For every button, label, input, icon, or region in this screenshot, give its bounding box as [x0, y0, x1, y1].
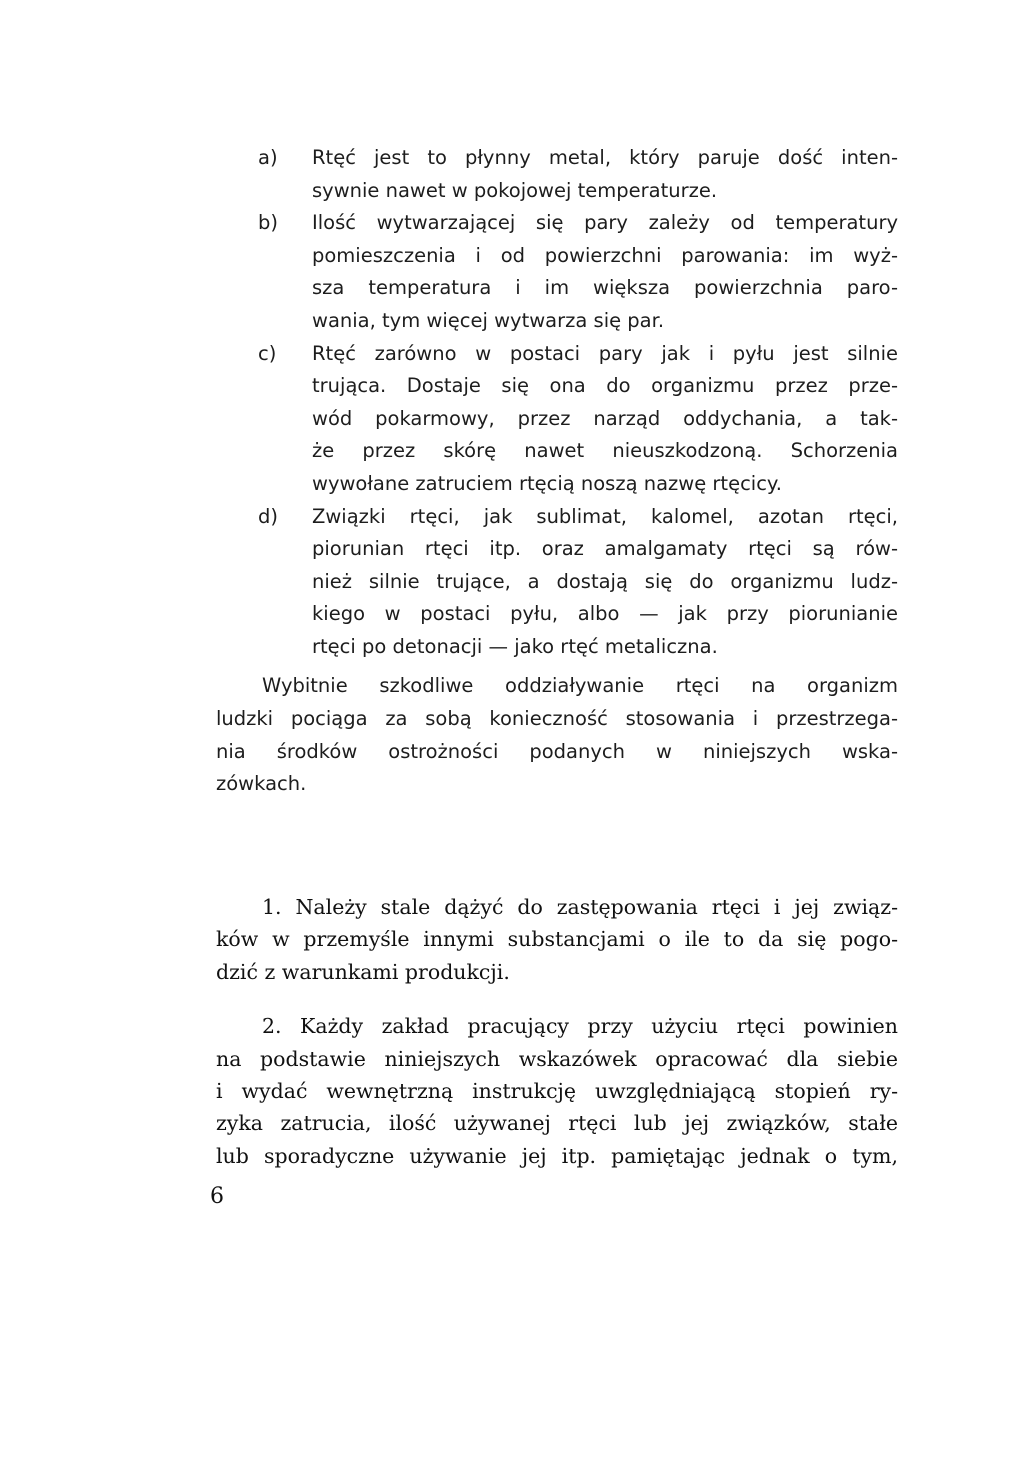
numbered-paragraph-1: [216, 891, 898, 988]
text-line: 1. Należy stale dążyć do zastępowania rtęci i jej związ-: [262, 895, 898, 919]
text-line: pomieszczenia i od powierzchni parowania: im wyż-: [312, 243, 898, 267]
hazard-list: [258, 142, 898, 664]
list-item-label: b): [258, 211, 278, 235]
list-item-c: [258, 338, 898, 501]
text-line: Związki rtęci, jak sublimat, kalomel, azotan rtęci,: [312, 504, 898, 528]
text-line: 2. Każdy zakład pracujący przy użyciu rtęci powinien: [262, 1014, 898, 1039]
text-line: zyka zatrucia, ilość używanej rtęci lub jej związków, stałe: [216, 1111, 898, 1136]
list-item-a: [258, 142, 898, 207]
text-line: lub sporadyczne używanie jej itp. pamiętając jednak o tym,: [216, 1143, 898, 1168]
text-line: Rtęć jest to płynny metal, który paruje dość inten-: [312, 146, 898, 169]
text-line: na podstawie niniejszych wskazówek opracować dla siebie: [216, 1046, 898, 1071]
text-line: nież silnie trujące, a dostają się do organizmu ludz-: [312, 569, 898, 593]
list-item-b: [258, 207, 898, 337]
text-line: Ilość wytwarzającej się pary zależy od temperatury: [312, 211, 898, 235]
text-line: sza temperatura i im większa powierzchnia paro-: [312, 276, 898, 300]
text-line: że przez skórę nawet nieuszkodzoną. Schorzenia: [312, 439, 898, 463]
numbered-paragraph-2: [216, 1010, 898, 1172]
list-item-label: d): [258, 504, 278, 528]
text-line: sywnie nawet w pokojowej temperaturze.: [312, 178, 718, 202]
text-line: kiego w postaci pyłu, albo — jak przy piorunianie: [312, 602, 898, 626]
text-line: dzić z warunkami produkcji.: [216, 959, 510, 984]
text-line: piorunian rtęci itp. oraz amalgamaty rtęci są rów-: [312, 537, 898, 561]
text-line: ludzki pociąga za sobą konieczność stosowania i przestrzega-: [216, 706, 898, 730]
list-item-label: c): [258, 341, 277, 365]
text-line: ków w przemyśle innymi substancjami o ile to da się pogo-: [216, 927, 898, 952]
text-line: trująca. Dostaje się ona do organizmu przez prze-: [312, 374, 898, 398]
page-number: 6: [210, 1184, 224, 1209]
text-line: Rtęć zarówno w postaci pary jak i pyłu jest silnie: [312, 341, 898, 365]
text-line: wód pokarmowy, przez narząd oddychania, a tak-: [312, 406, 898, 430]
text-line: wania, tym więcej wytwarza się par.: [312, 308, 665, 332]
text-line: wywołane zatruciem rtęcią noszą nazwę rtęcicy.: [312, 471, 782, 495]
paragraph-gap: [216, 988, 898, 1010]
text-line: Wybitnie szkodliwe oddziaływanie rtęci na organizm: [262, 674, 898, 697]
summary-paragraph: [216, 670, 898, 801]
text-line: rtęci po detonacji — jako rtęć metaliczna.: [312, 634, 718, 658]
text-line: nia środków ostrożności podanych w niniejszych wska-: [216, 739, 898, 763]
text-line: zówkach.: [216, 772, 307, 796]
text-line: i wydać wewnętrzną instrukcję uwzględniającą stopień ry-: [216, 1078, 898, 1103]
list-item-d: [258, 501, 898, 664]
list-item-label: a): [258, 146, 278, 169]
numbered-rules: [216, 891, 898, 1172]
